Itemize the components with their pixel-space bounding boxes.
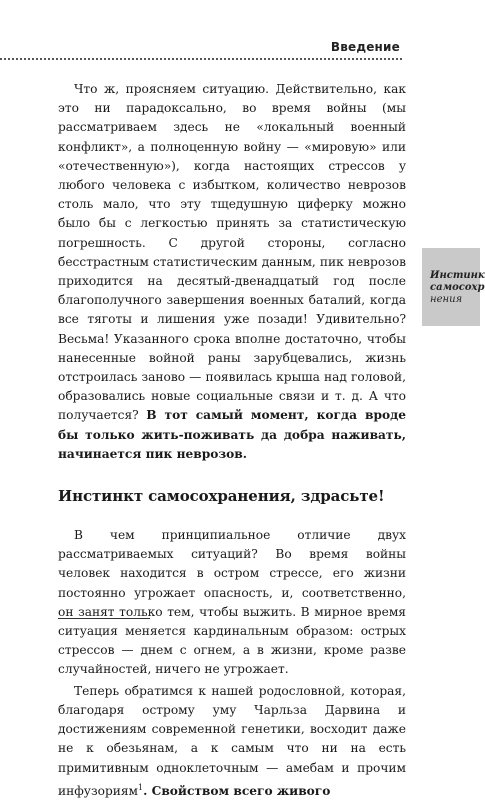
- side-tab-line-1: Инстинк: [430, 270, 485, 281]
- side-tab-line-3: нения: [430, 294, 463, 305]
- chapter-side-tab: [422, 248, 485, 326]
- section-title: Инстинкт самосохранения, здрасьте!: [58, 487, 385, 506]
- side-tab-label: [430, 270, 485, 306]
- paragraph-1-text: Что ж, проясняем ситуацию. Действительно, как это ни парадоксально, во время войны (мы рассматриваем здесь не «локальный военный конфликт», а полноценную войну — «мировую» или «отечественную»), когда настоящих стрессов у любого человека с избытком, количество неврозов столь мало, что эту тщедушную циферку можно было бы с легкостью принять за статистическую погрешность. С другой стороны, согласно бесстрастным статистическим данным, пик неврозов приходится на десятый-двенадцатый год после благополучного завершения военных баталий, когда все тяготы и лишения уже позади! Удивительно? Весьма! Указанного срока вполне достаточно, чтобы нанесенные войной раны зарубцевались, жизнь отстроилась заново — появилась крыша над головой, образовались новые социальные связи и т. д. А что получается?: [58, 82, 406, 423]
- paragraph-1-bold: В тот самый момент, когда вроде бы только жить-поживать да добра наживать, начинается пик неврозов.: [58, 408, 406, 461]
- footnote-rule: [58, 618, 150, 619]
- paragraph-2: В чем принципиальное отличие двух рассматриваемых ситуаций? Во время войны человек находится в остром стрессе, его жизни постоянно угрожает опасность, и, соответственно, он занят только тем, чтобы выжить. В мирное время ситуация меняется кардинальным образом: острых стрессов — днем с огнем, а в жизни, кроме разве случайностей, ничего не угрожает.: [58, 528, 406, 677]
- running-header: Введение: [330, 40, 400, 54]
- side-tab-line-2: самосохр: [430, 282, 485, 293]
- paragraph-3-bold: . Свойством всего живого: [143, 783, 331, 798]
- paragraph-3: [58, 682, 406, 801]
- paragraph-1: [58, 80, 406, 464]
- page-body: [58, 80, 406, 801]
- paragraph-3-text: Теперь обратимся к нашей родословной, которая, благодаря острому уму Чарльза Дарвина и достижениям современной генетики, восходит даже не к обезьянам, а к самым что ни на есть примитивным одноклеточным — амебам и прочим инфузориям: [58, 683, 406, 798]
- header-dotted-rule: [0, 58, 402, 60]
- footnote-marker[interactable]: 1: [138, 782, 144, 792]
